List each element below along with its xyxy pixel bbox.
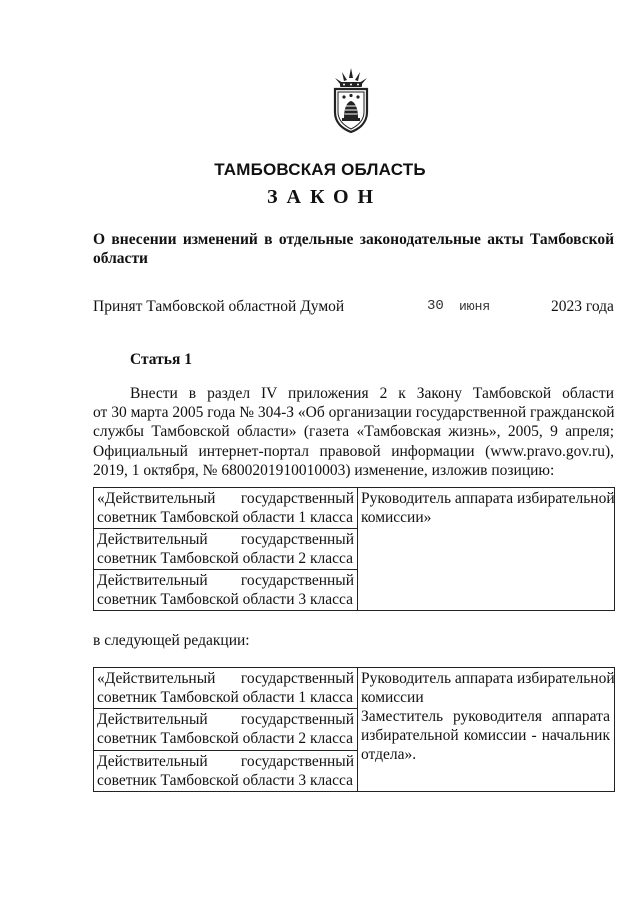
cell-line: «Действительный государственный: [97, 490, 354, 507]
article-line: 2019, 1 октября, № 6800201910010003) изменение, изложив позицию:: [93, 461, 555, 479]
cell-line: советник Тамбовской области 1 класса: [97, 509, 353, 526]
old-table-right-column: [357, 488, 614, 610]
cell-line: Действительный государственный: [97, 531, 354, 548]
article-line: Официальный интернет-портал правовой информации (www.pravo.gov.ru),: [93, 442, 614, 460]
old-table-left-column: [94, 488, 357, 610]
cell-line: комиссии»: [361, 509, 432, 526]
cell-line: Действительный государственный: [97, 711, 354, 728]
region-title: ТАМБОВСКАЯ ОБЛАСТЬ: [214, 160, 426, 179]
table-cell: [361, 707, 610, 764]
cell-line: Руководитель аппарата избирательной: [361, 670, 615, 687]
cell-line: Руководитель аппарата избирательной: [361, 490, 615, 507]
cell-line: Действительный государственный: [97, 572, 354, 589]
table-cell: [94, 751, 357, 790]
new-table-left-column: [94, 668, 357, 791]
tambov-coat-of-arms-icon: [326, 66, 376, 136]
law-subject: О внесении изменений в отдельные законодательные акты Тамбовской области: [93, 231, 614, 267]
old-position-table: [93, 487, 615, 611]
cell-line: «Действительный государственный: [97, 670, 354, 687]
article-line: службы Тамбовской области» (газета «Тамбовская жизнь», 2005, 9 апреля;: [93, 423, 614, 441]
table-cell: [94, 709, 357, 748]
cell-line: комиссии: [361, 689, 424, 706]
adopted-year: 2023 года: [551, 298, 614, 315]
cell-line: Действительный государственный: [97, 753, 354, 770]
table-cell: [94, 529, 357, 568]
new-position-table: [93, 667, 615, 792]
cell-line: отдела».: [361, 746, 417, 763]
article-line: от 30 марта 2005 года № 304-З «Об организации государственной гражданской: [93, 404, 615, 422]
new-table-right-column: [357, 668, 614, 791]
cell-line: советник Тамбовской области 3 класса: [97, 772, 353, 789]
table-cell: [94, 570, 357, 609]
cell-line: советник Тамбовской области 1 класса: [97, 689, 353, 706]
cell-line: избирательной комиссии - начальник: [361, 727, 610, 744]
adopted-by-label: Принят Тамбовской областной Думой: [93, 298, 345, 315]
article-heading: Статья 1: [130, 351, 192, 368]
adopted-month: июня: [459, 299, 491, 314]
table-cell: [361, 669, 615, 707]
article-body: [93, 384, 614, 480]
cell-line: советник Тамбовской области 2 класса: [97, 550, 353, 567]
table-cell: [94, 488, 357, 527]
adopted-day: 30: [427, 298, 444, 314]
cell-line: советник Тамбовской области 3 класса: [97, 591, 353, 608]
cell-line: советник Тамбовской области 2 класса: [97, 730, 353, 747]
document-type-title: ЗАКОН: [266, 186, 383, 208]
article-line: Внести в раздел IV приложения 2 к Закону Тамбовской области: [130, 385, 614, 402]
table-cell: [361, 489, 615, 527]
table-cell: [94, 668, 357, 707]
transition-text: в следующей редакции:: [93, 632, 250, 649]
cell-line: Заместитель руководителя аппарата: [361, 708, 610, 725]
